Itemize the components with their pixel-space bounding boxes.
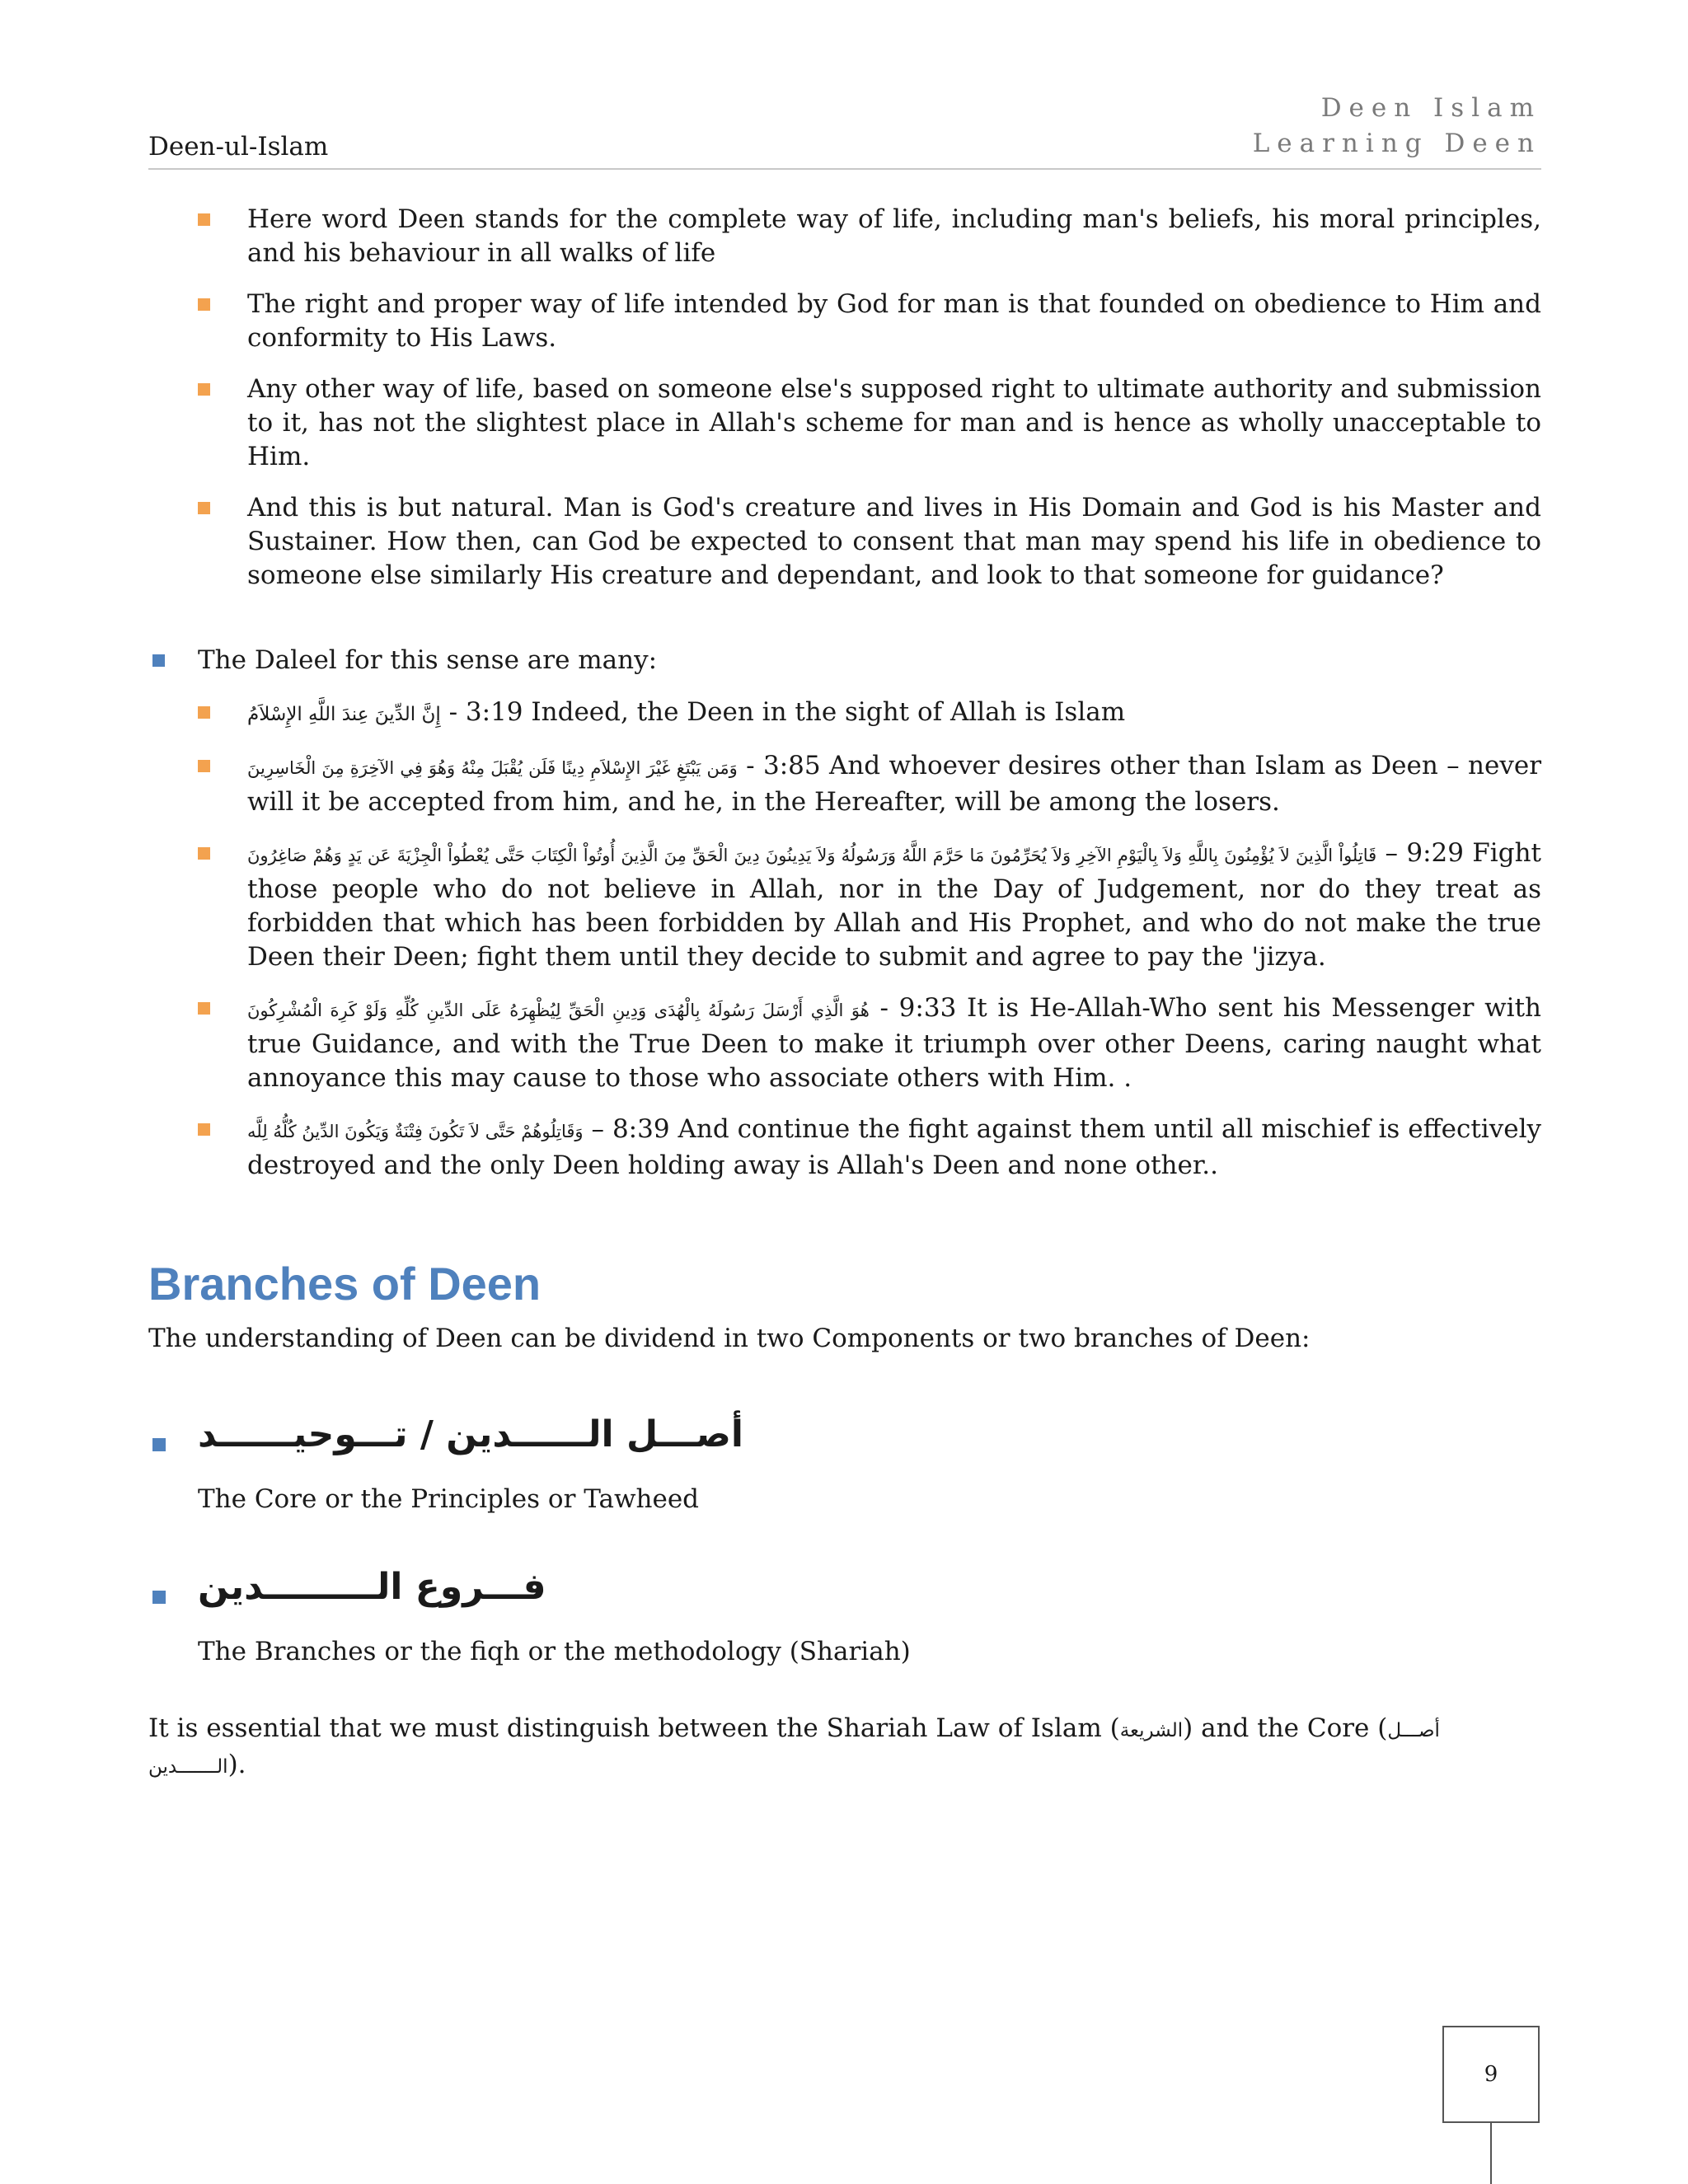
verse-arabic: هُوَ الَّذِي أَرْسَلَ رَسُولَهُ بِالْهُدَى وَدِينِ الْحَقِّ لِيُظْهِرَهُ عَلَى الدِّينِ كُلِّهِ وَلَوْ كَرِهَ الْمُشْرِكُونَ <box>247 1001 870 1020</box>
verse-translation: - 3:19 Indeed, the Deen in the sight of Allah is Islam <box>440 697 1126 727</box>
orange-square-bullet-icon <box>198 213 210 226</box>
header-right-line1: Deen Islam <box>1320 93 1541 123</box>
verse-item <box>148 837 1541 974</box>
daleel-intro-text: The Daleel for this sense are many: <box>198 645 658 675</box>
page-content <box>148 203 1541 1784</box>
section-heading: Branches of Deen <box>148 1258 542 1310</box>
orange-square-bullet-icon <box>198 298 210 311</box>
verse-item <box>148 991 1541 1095</box>
branch-fiqh <box>148 1563 1541 1669</box>
header-right-title <box>1253 91 1541 162</box>
orange-square-bullet-icon <box>198 760 210 772</box>
page-header <box>148 93 1541 170</box>
branch-core-title: أصـــل الــــــدين / تـــوحيــــــد <box>198 1413 743 1455</box>
orange-square-bullet-icon <box>198 1123 210 1136</box>
branch-fiqh-description: The Branches or the fiqh or the methodology (Shariah) <box>198 1637 911 1666</box>
orange-square-bullet-icon <box>198 847 210 860</box>
list-item <box>148 373 1541 474</box>
verse-arabic: وَمَن يَبْتَغِ غَيْرَ الإِسْلاَمِ دِينًا فَلَن يُقْبَلَ مِنْهُ وَهُوَ فِي الآخِرَةِ مِنَ الْخَاسِرِينَ <box>247 758 738 778</box>
document-title: Deen-ul-Islam <box>148 132 329 162</box>
section-intro: The understanding of Deen can be dividend in two Components or two branches of Deen: <box>148 1324 1311 1353</box>
orange-square-bullet-icon <box>198 706 210 719</box>
verse-item <box>148 1113 1541 1183</box>
page-number-line <box>1490 2121 1492 2184</box>
list-item <box>148 288 1541 355</box>
verse-translation: - 9:33 It is He-Allah-Who sent his Messenger with true Guidance, and with the True Deen to make it triumph over other Deens, caring naught what annoyance this may cause to those who associate others with Him. . <box>247 993 1541 1093</box>
closing-text-b: ) and the Core ( <box>1183 1713 1388 1743</box>
closing-arabic-shariah: الشريعة <box>1119 1720 1184 1741</box>
closing-paragraph <box>148 1712 1541 1784</box>
orange-square-bullet-icon <box>198 502 210 514</box>
verse-translation: - 3:85 And whoever desires other than Islam as Deen – never will it be accepted from him, and he, in the Hereafter, will be among the losers. <box>247 751 1542 817</box>
branch-fiqh-title: فـــروع الـــــــــدين <box>198 1566 546 1608</box>
orange-square-bullet-icon <box>198 383 210 396</box>
list-item <box>148 491 1541 593</box>
closing-arabic-core: أصـــل الـــــــدين <box>148 1720 1440 1778</box>
list-item <box>148 203 1541 270</box>
header-right-line2: Learning Deen <box>1252 129 1541 158</box>
verse-item <box>148 696 1541 732</box>
orange-square-bullet-icon <box>198 1002 210 1015</box>
blue-square-bullet-icon <box>152 1591 166 1604</box>
branch-core <box>148 1410 1541 1516</box>
list-item-text: The right and proper way of life intended by God for man is that founded on obedience to Him and conformity to His Laws. <box>247 289 1541 353</box>
page-number: 9 <box>1484 2062 1498 2087</box>
verse-translation: – 8:39 And continue the fight against them until all mischief is effectively destroyed and the only Deen holding away is Allah's Deen and none other.. <box>247 1114 1541 1180</box>
verse-arabic: إِنَّ الدِّينَ عِندَ اللَّهِ الإِسْلاَمُ <box>247 704 441 725</box>
branch-core-description: The Core or the Principles or Tawheed <box>198 1484 700 1514</box>
list-item-text: Any other way of life, based on someone else's supposed right to ultimate authority and submission to it, has not the slightest place in Allah's scheme for man and is hence as wholly unacceptable to Him. <box>247 374 1541 471</box>
verse-arabic: قَاتِلُواْ الَّذِينَ لاَ يُؤْمِنُونَ بِاللَّهِ وَلاَ بِالْيَوْمِ الآخِرِ وَلاَ يُحَرِّمُونَ مَا حَرَّمَ اللَّهُ وَرَسُولُهُ وَلاَ يَدِينُونَ دِينَ الْحَقِّ مِنَ الَّذِينَ أُوتُواْ الْكِتَابَ حَتَّى يُعْطُواْ الْجِزْيَةَ عَن يَدٍ وَهُمْ صَاغِرُونَ <box>247 846 1377 865</box>
verse-translation: – 9:29 Fight those people who do not believe in Allah, nor in the Day of Judgement, nor do they treat as forbidden that which has been forbidden by Allah and His Prophet, and who do not make the true Deen their Deen; fight them until they decide to submit and agree to pay the 'jizya. <box>247 838 1541 972</box>
closing-text-c: ). <box>227 1750 246 1779</box>
page-number-box <box>1442 2026 1540 2123</box>
daleel-intro <box>148 644 1541 677</box>
blue-square-bullet-icon <box>152 1438 166 1451</box>
blue-square-bullet-icon <box>152 654 165 667</box>
list-item-text: And this is but natural. Man is God's creature and lives in His Domain and God is his Master and Sustainer. How then, can God be expected to consent that man may spend his life in obedience to someone else similarly His creature and dependant, and look to that someone for guidance? <box>247 493 1541 590</box>
verse-item <box>148 749 1541 819</box>
list-item-text: Here word Deen stands for the complete way of life, including man's beliefs, his moral principles, and his behaviour in all walks of life <box>247 204 1541 268</box>
verse-arabic: وَقَاتِلُوهُمْ حَتَّى لاَ تَكُونَ فِتْنَةٌ وَيَكُونَ الدِّينُ كُلُّهُ لِلَّه <box>247 1122 584 1141</box>
closing-text-a: It is essential that we must distinguish between the Shariah Law of Islam ( <box>148 1713 1120 1743</box>
